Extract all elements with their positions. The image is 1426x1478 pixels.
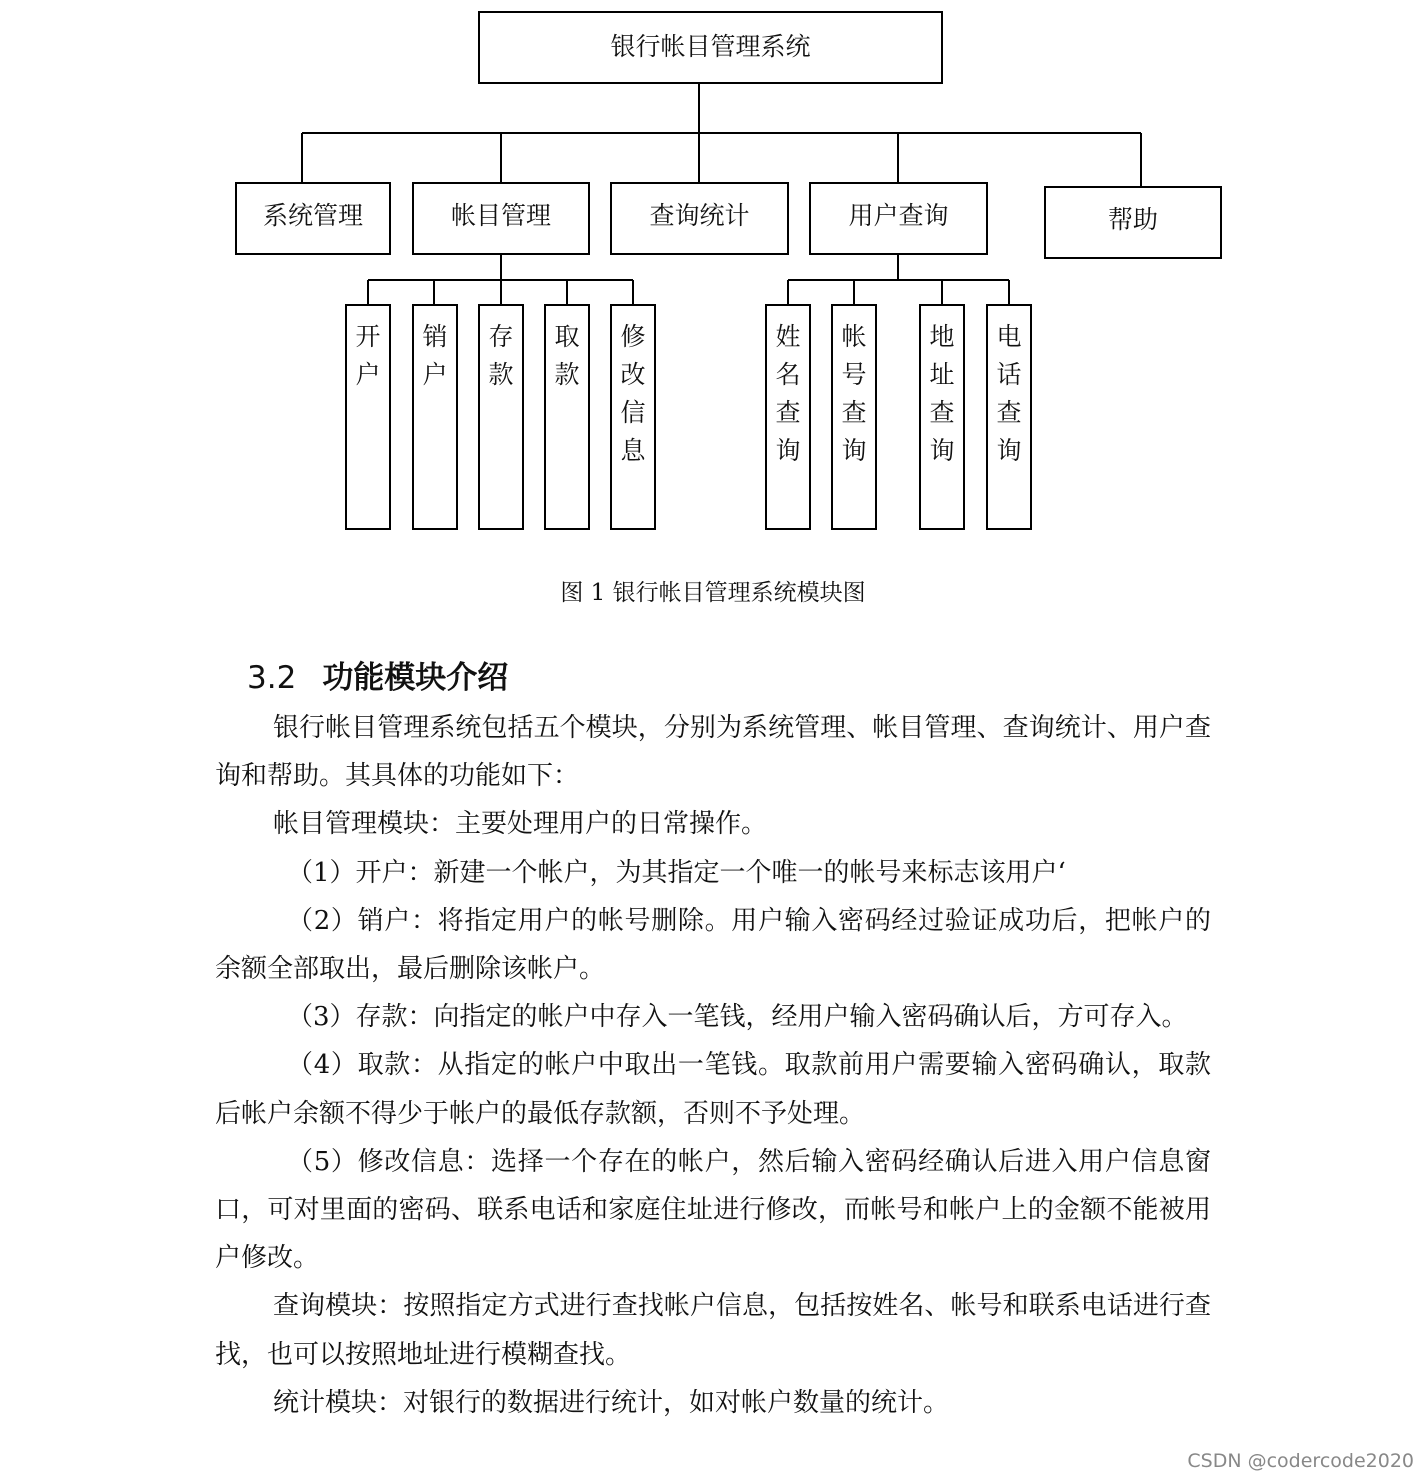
module-label: 帐目管理 [450,201,551,230]
paragraph-intro: 银行帐目管理系统包括五个模块，分别为系统管理、帐目管理、查询统计、用户查询和帮助。其具体的功能如下： [215,713,1211,792]
submodule-address-query: 地 址 查 询 [919,304,965,530]
diagram-root-label: 银行帐目管理系统 [610,32,811,61]
module-label: 帮助 [1107,205,1158,234]
submodule-modify-info: 修 改 信 息 [610,304,656,530]
paragraph-item-withdraw: （4）取款：从指定的帐户中取出一笔钱。取款前用户需要输入密码确认，取款后帐户余额不得少于帐户的最低存款额，否则不予处理。 [215,1050,1211,1129]
module-box-account [412,182,590,255]
submodule-close-account: 销 户 [412,304,458,530]
submodule-phone-query: 电 话 查 询 [986,304,1032,530]
paragraph-item-open: （1）开户：新建一个帐户，为其指定一个唯一的帐号来标志该用户‘ [287,857,1066,888]
figure-caption: 图 1 银行帐目管理系统模块图 [560,580,866,606]
paragraph-item-deposit: （3）存款：向指定的帐户中存入一笔钱，经用户输入密码确认后，方可存入。 [287,1002,1188,1033]
module-label: 查询统计 [649,201,750,230]
submodule-open-account: 开 户 [345,304,391,530]
module-label: 用户查询 [848,201,949,230]
module-label: 系统管理 [262,201,363,230]
module-box-stats [610,182,789,255]
paragraph-stats-module: 统计模块：对银行的数据进行统计，如对帐户数量的统计。 [273,1387,950,1418]
module-box-userquery [809,182,988,255]
module-box-help [1044,186,1222,259]
module-diagram-connectors [0,0,1426,560]
submodule-name-query: 姓 名 查 询 [765,304,811,530]
paragraph-item-modify: （5）修改信息：选择一个存在的帐户，然后输入密码经确认后进入用户信息窗口，可对里面的密码、联系电话和家庭住址进行修改，而帐号和帐户上的金额不能被用户修改。 [215,1146,1211,1274]
paragraph-query-module: 查询模块：按照指定方式进行查找帐户信息，包括按姓名、帐号和联系电话进行查找，也可以按照地址进行模糊查找。 [215,1291,1211,1370]
section-title: 功能模块介绍 [322,660,509,696]
submodule-deposit: 存 款 [478,304,524,530]
watermark: CSDN @codercode2020 [1187,1450,1414,1472]
module-box-system [235,182,391,255]
section-body [215,704,1211,1427]
paragraph-item-close: （2）销户：将指定用户的帐号删除。用户输入密码经过验证成功后，把帐户的余额全部取出，最后删除该帐户。 [215,905,1211,985]
submodule-account-number-query: 帐 号 查 询 [831,304,877,530]
paragraph-account-module: 帐目管理模块：主要处理用户的日常操作。 [273,809,768,840]
diagram-root-box [478,11,943,84]
section-number: 3.2 [247,660,297,696]
section-heading [247,652,508,697]
submodule-withdraw: 取 款 [544,304,590,530]
